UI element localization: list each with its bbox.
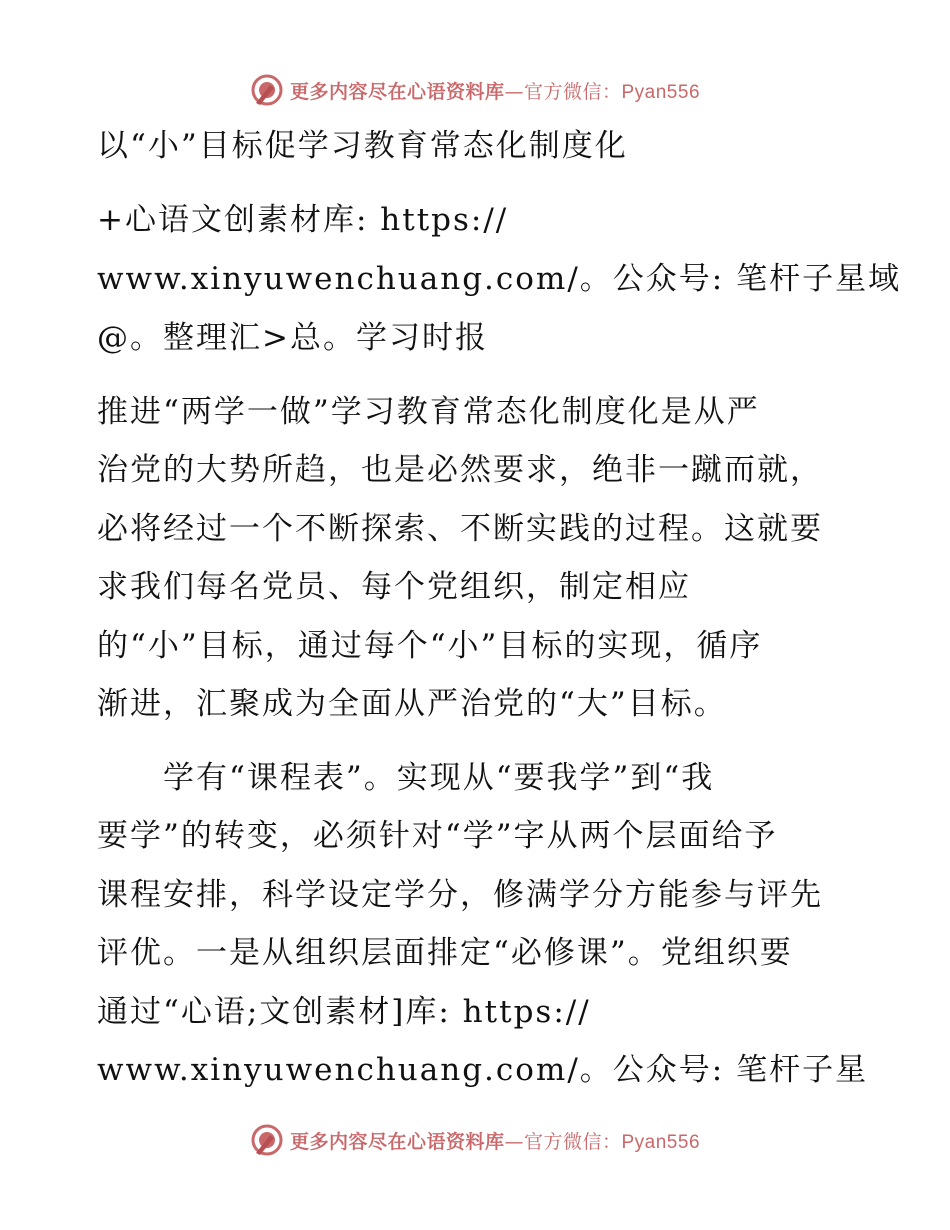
text-line: 课程安排，科学设定学分，修满学分方能参与评先 [97, 877, 823, 913]
header-watermark [0, 70, 950, 110]
text-line: @。整理汇>总。学习时报 [97, 320, 488, 356]
watermark-separator: — [504, 80, 524, 103]
text-line: 通过“心语;文创素材]库: https:// [97, 994, 591, 1030]
watermark-wechat-id: Pyan556 [621, 81, 701, 103]
text-line: +心语文创素材库: https:// [97, 202, 509, 238]
text-line: 推进“两学一做”学习教育常态化制度化是从严 [97, 394, 760, 430]
text-line: www.xinyuwenchuang.com/。公众号: 笔杆子星域 [97, 261, 902, 297]
text-line: www.xinyuwenchuang.com/。公众号: 笔杆子星 [97, 1052, 869, 1088]
pen-logo-icon [250, 1123, 284, 1157]
text-line: 必将经过一个不断探索、不断实践的过程。这就要 [97, 511, 823, 547]
footer-watermark [0, 1120, 950, 1160]
watermark-separator: — [504, 1130, 524, 1153]
watermark-main: 更多内容尽在心语资料库 [289, 1130, 505, 1153]
watermark-official: 官方微信： [523, 80, 622, 103]
text-line: 渐进，汇聚成为全面从严治党的“大”目标。 [97, 686, 727, 722]
watermark-main: 更多内容尽在心语资料库 [289, 80, 505, 103]
document-title: 以“小”目标促学习教育常态化制度化 [97, 128, 628, 164]
text-line: 学有“课程表”。实现从“要我学”到“我 [97, 760, 715, 796]
watermark-text [290, 77, 700, 104]
watermark-official: 官方微信： [523, 1130, 622, 1153]
pen-logo-icon [250, 73, 284, 107]
text-line: 求我们每名党员、每个党组织，制定相应 [97, 569, 691, 605]
text-line: 评优。一是从组织层面排定“必修课”。党组织要 [97, 935, 793, 971]
text-line: 的“小”目标，通过每个“小”目标的实现，循序 [97, 628, 763, 664]
text-line: 要学”的转变，必须针对“学”字从两个层面给予 [97, 818, 778, 854]
watermark-wechat-id: Pyan556 [621, 1131, 701, 1153]
text-line: 治党的大势所趋，也是必然要求，绝非一蹴而就， [97, 452, 823, 488]
watermark-text [290, 1127, 700, 1154]
